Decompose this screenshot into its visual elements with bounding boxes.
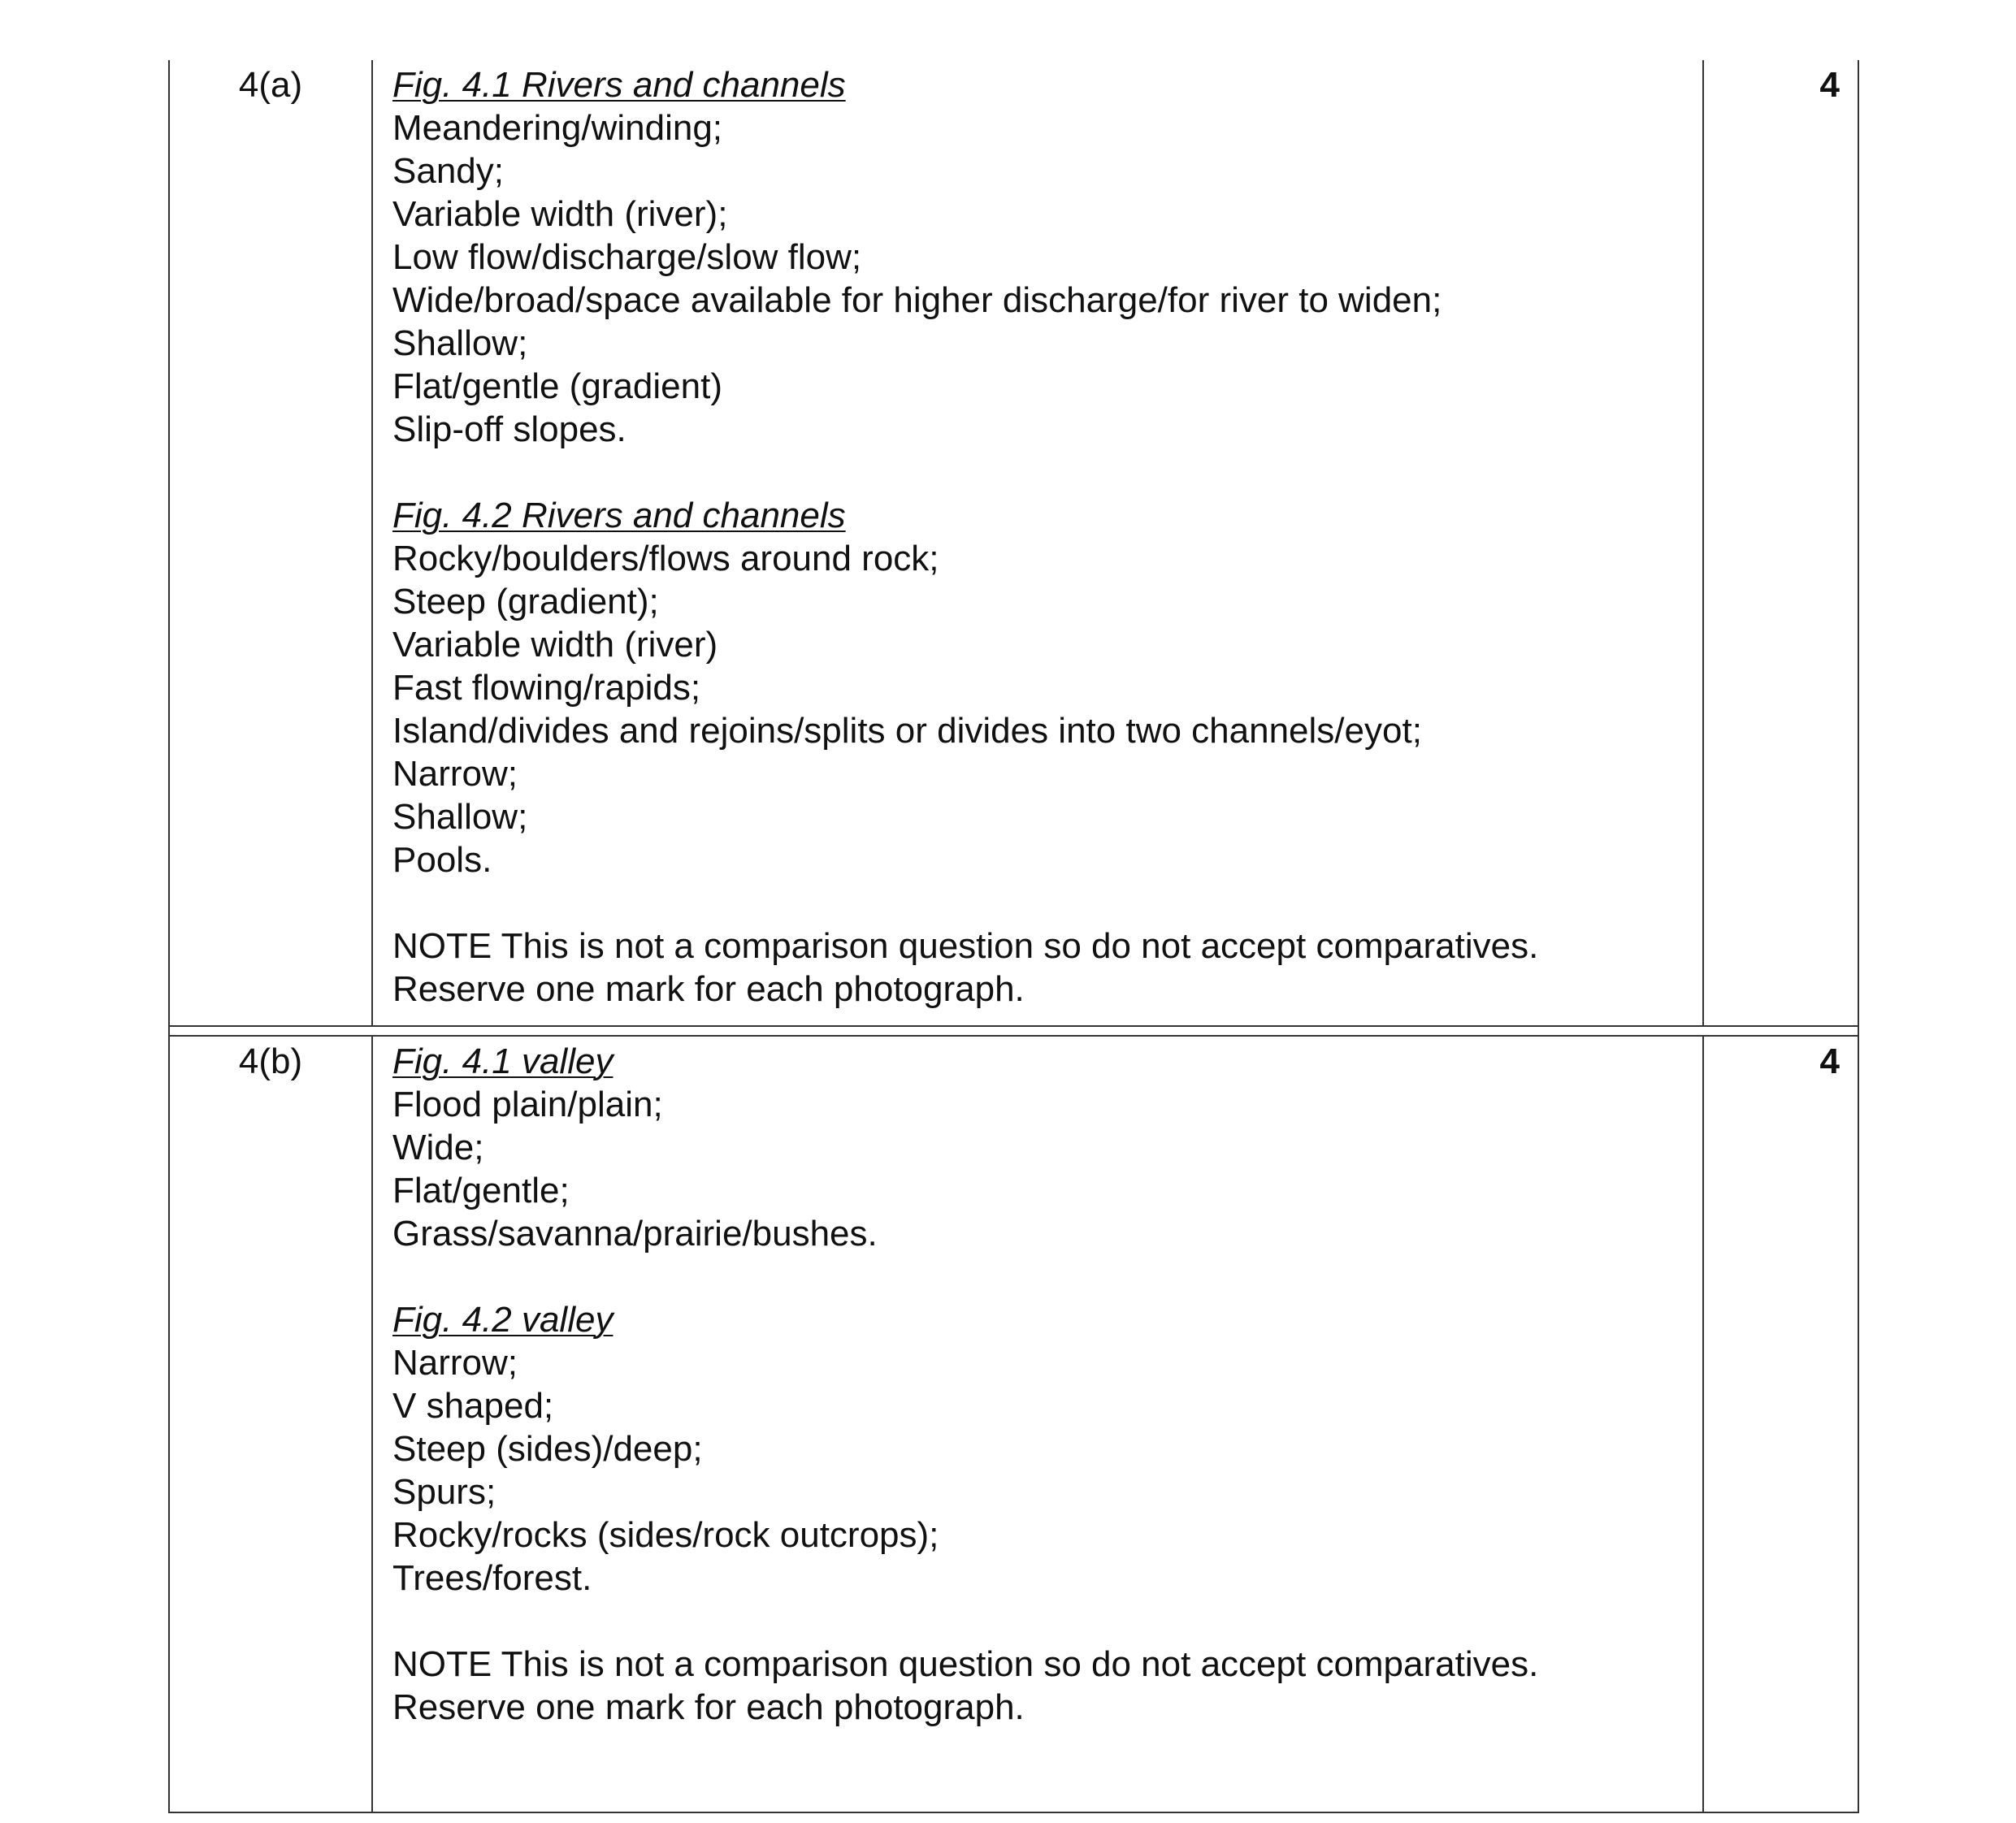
answer-point: Rocky/rocks (sides/rock outcrops); — [392, 1515, 939, 1555]
table-row — [170, 60, 1858, 1025]
answer-cell — [392, 63, 1695, 1011]
mark-scheme-table — [168, 60, 1859, 1813]
answer-point: Slip-off slopes. — [392, 409, 626, 449]
answer-point: Grass/savanna/prairie/bushes. — [392, 1214, 878, 1254]
answer-point: Shallow; — [392, 323, 528, 363]
marks-value: 4 — [1819, 65, 1840, 105]
answer-point: Low flow/discharge/slow flow; — [392, 237, 862, 277]
answer-cell — [392, 1040, 1695, 1729]
answer-point: Trees/forest. — [392, 1558, 592, 1598]
spacer — [392, 881, 1695, 924]
section-heading: Fig. 4.1 Rivers and channels — [392, 65, 846, 105]
answer-point: Spurs; — [392, 1472, 496, 1512]
answer-point: Pools. — [392, 840, 492, 880]
answer-point: Wide/broad/space available for higher discharge/for river to widen; — [392, 280, 1442, 320]
answer-point: Flat/gentle; — [392, 1171, 570, 1210]
question-number: 4(a) — [238, 65, 303, 105]
spacer — [392, 451, 1695, 494]
spacer — [392, 1255, 1695, 1298]
answer-point: Wide; — [392, 1128, 484, 1167]
section-heading: Fig. 4.2 Rivers and channels — [392, 496, 846, 535]
answer-point: Steep (sides)/deep; — [392, 1429, 703, 1469]
marking-note: NOTE This is not a comparison question so do not accept comparatives. — [392, 1644, 1539, 1684]
answer-point: Shallow; — [392, 797, 528, 837]
answer-point: Narrow; — [392, 1343, 518, 1383]
spacer — [392, 1600, 1695, 1643]
answer-point: Island/divides and rejoins/splits or divides into two channels/eyot; — [392, 711, 1422, 751]
marking-note: NOTE This is not a comparison question so do not accept comparatives. — [392, 926, 1539, 966]
answer-point: Sandy; — [392, 151, 504, 191]
answer-point: Fast flowing/rapids; — [392, 668, 701, 708]
table-row — [170, 1037, 1858, 1812]
question-number: 4(b) — [238, 1041, 303, 1081]
section-heading: Fig. 4.1 valley — [392, 1041, 613, 1081]
answer-point: Meandering/winding; — [392, 108, 723, 148]
answer-point: V shaped; — [392, 1386, 554, 1426]
section-heading: Fig. 4.2 valley — [392, 1300, 613, 1340]
answer-point: Steep (gradient); — [392, 582, 659, 621]
answer-point: Variable width (river) — [392, 625, 718, 665]
marks-value: 4 — [1819, 1041, 1840, 1081]
marking-note: Reserve one mark for each photograph. — [392, 1687, 1025, 1727]
answer-point: Flood plain/plain; — [392, 1085, 663, 1124]
answer-point: Narrow; — [392, 754, 518, 794]
marking-note: Reserve one mark for each photograph. — [392, 969, 1025, 1009]
row-separator — [170, 1025, 1858, 1037]
answer-point: Variable width (river); — [392, 194, 728, 234]
answer-point: Rocky/boulders/flows around rock; — [392, 539, 939, 578]
answer-point: Flat/gentle (gradient) — [392, 366, 722, 406]
